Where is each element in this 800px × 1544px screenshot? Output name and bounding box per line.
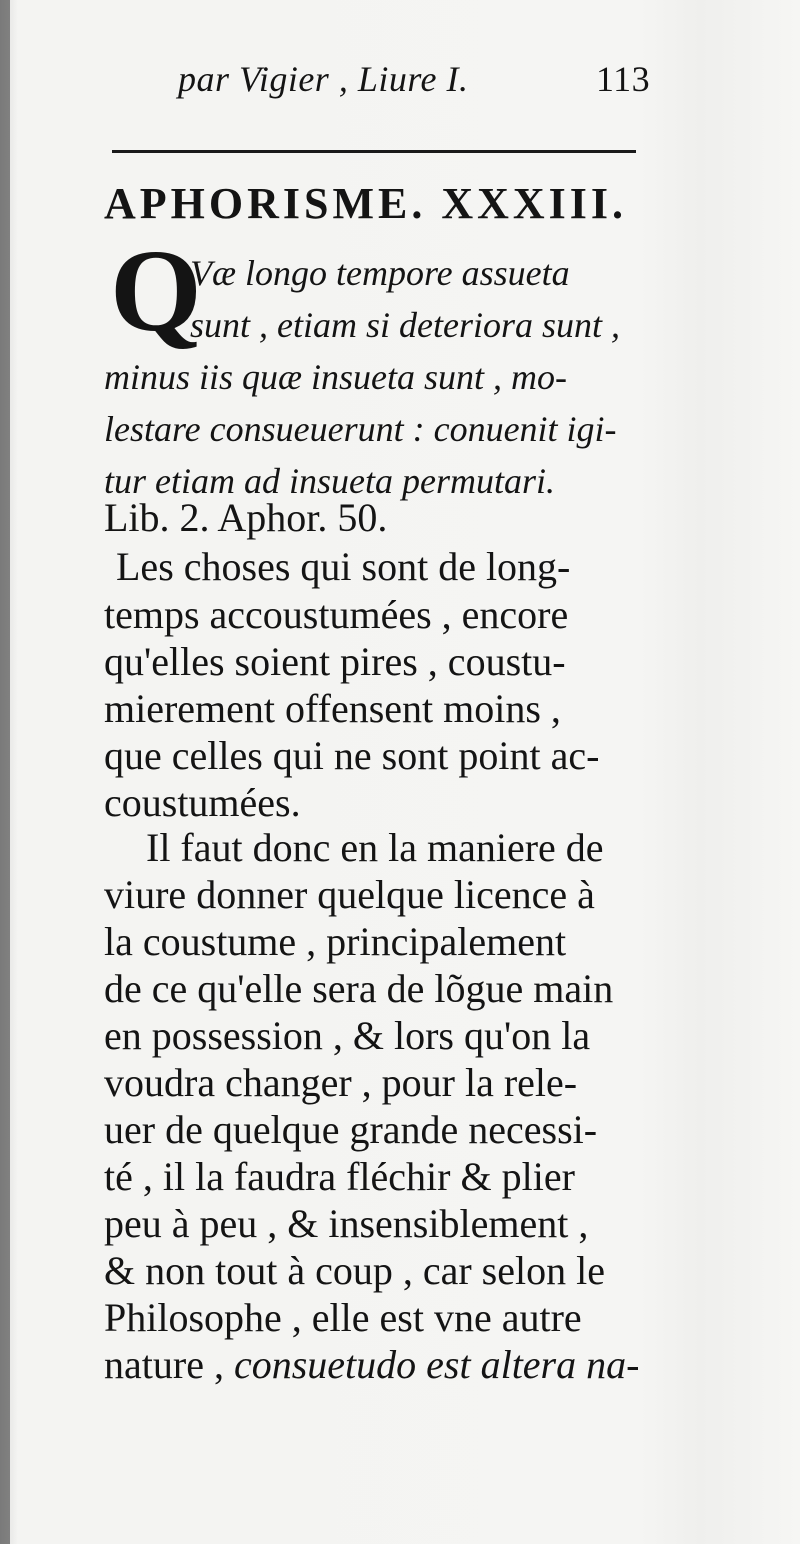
french-p1-line-3: qu'elles soient pires , coustu- [104, 639, 566, 684]
french-p2-line-9: peu à peu , & insensiblement , [104, 1201, 589, 1246]
french-p2-line-4: de ce qu'elle sera de lõgue main [104, 966, 614, 1011]
french-p1-line-1: Les choses qui sont de long- [116, 544, 571, 589]
french-p2-line-6: voudra changer , pour la rele- [104, 1060, 578, 1105]
french-p2-line-5: en possession , & lors qu'on la [104, 1013, 591, 1058]
french-p1-line-4: mierement offensent moins , [104, 686, 561, 731]
french-p2-line-10: & non tout à coup , car selon le [104, 1248, 605, 1293]
french-p2-line-7: uer de quelque grande necessi- [104, 1107, 598, 1152]
latin-line-3: minus iis quæ insueta sunt , mo- [104, 357, 568, 397]
french-p2-line-3: la coustume , principalement [104, 919, 567, 964]
french-p2-line-11: Philosophe , elle est vne autre [104, 1295, 582, 1340]
last-line-roman: nature , [104, 1342, 224, 1387]
page-gutter-shadow [0, 0, 10, 1544]
last-line-italic: consuetudo est altera na- [233, 1342, 640, 1387]
french-p1-line-2: temps accoustumées , encore [104, 592, 569, 637]
latin-line-1: Væ longo tempore assueta [190, 253, 570, 293]
french-p1-line-5: que celles qui ne sont point ac- [104, 733, 600, 778]
aphorism-reference: Lib. 2. Aphor. 50. [104, 495, 388, 540]
latin-line-5: tur etiam ad insueta permutari. [104, 461, 555, 501]
running-head-title: par Vigier , Liure I. [178, 59, 469, 99]
french-p2-line-8: té , il la faudra fléchir & plier [104, 1154, 575, 1199]
french-p2-line-12 [104, 1341, 639, 1388]
french-p1-line-6: coustumées. [104, 780, 301, 825]
latin-line-4: lestare consueuerunt : conuenit igi- [104, 409, 617, 449]
drop-capital: Q [110, 225, 202, 356]
latin-line-2: sunt , etiam si deteriora sunt , [190, 305, 620, 345]
aphorism-heading: APHORISME. XXXIII. [104, 179, 628, 228]
french-p2-line-1: Il faut donc en la maniere de [146, 825, 604, 870]
running-head [178, 58, 658, 100]
french-p2-line-2: viure donner quelque licence à [104, 872, 595, 917]
header-rule [112, 150, 636, 153]
page-number: 113 [596, 59, 651, 99]
